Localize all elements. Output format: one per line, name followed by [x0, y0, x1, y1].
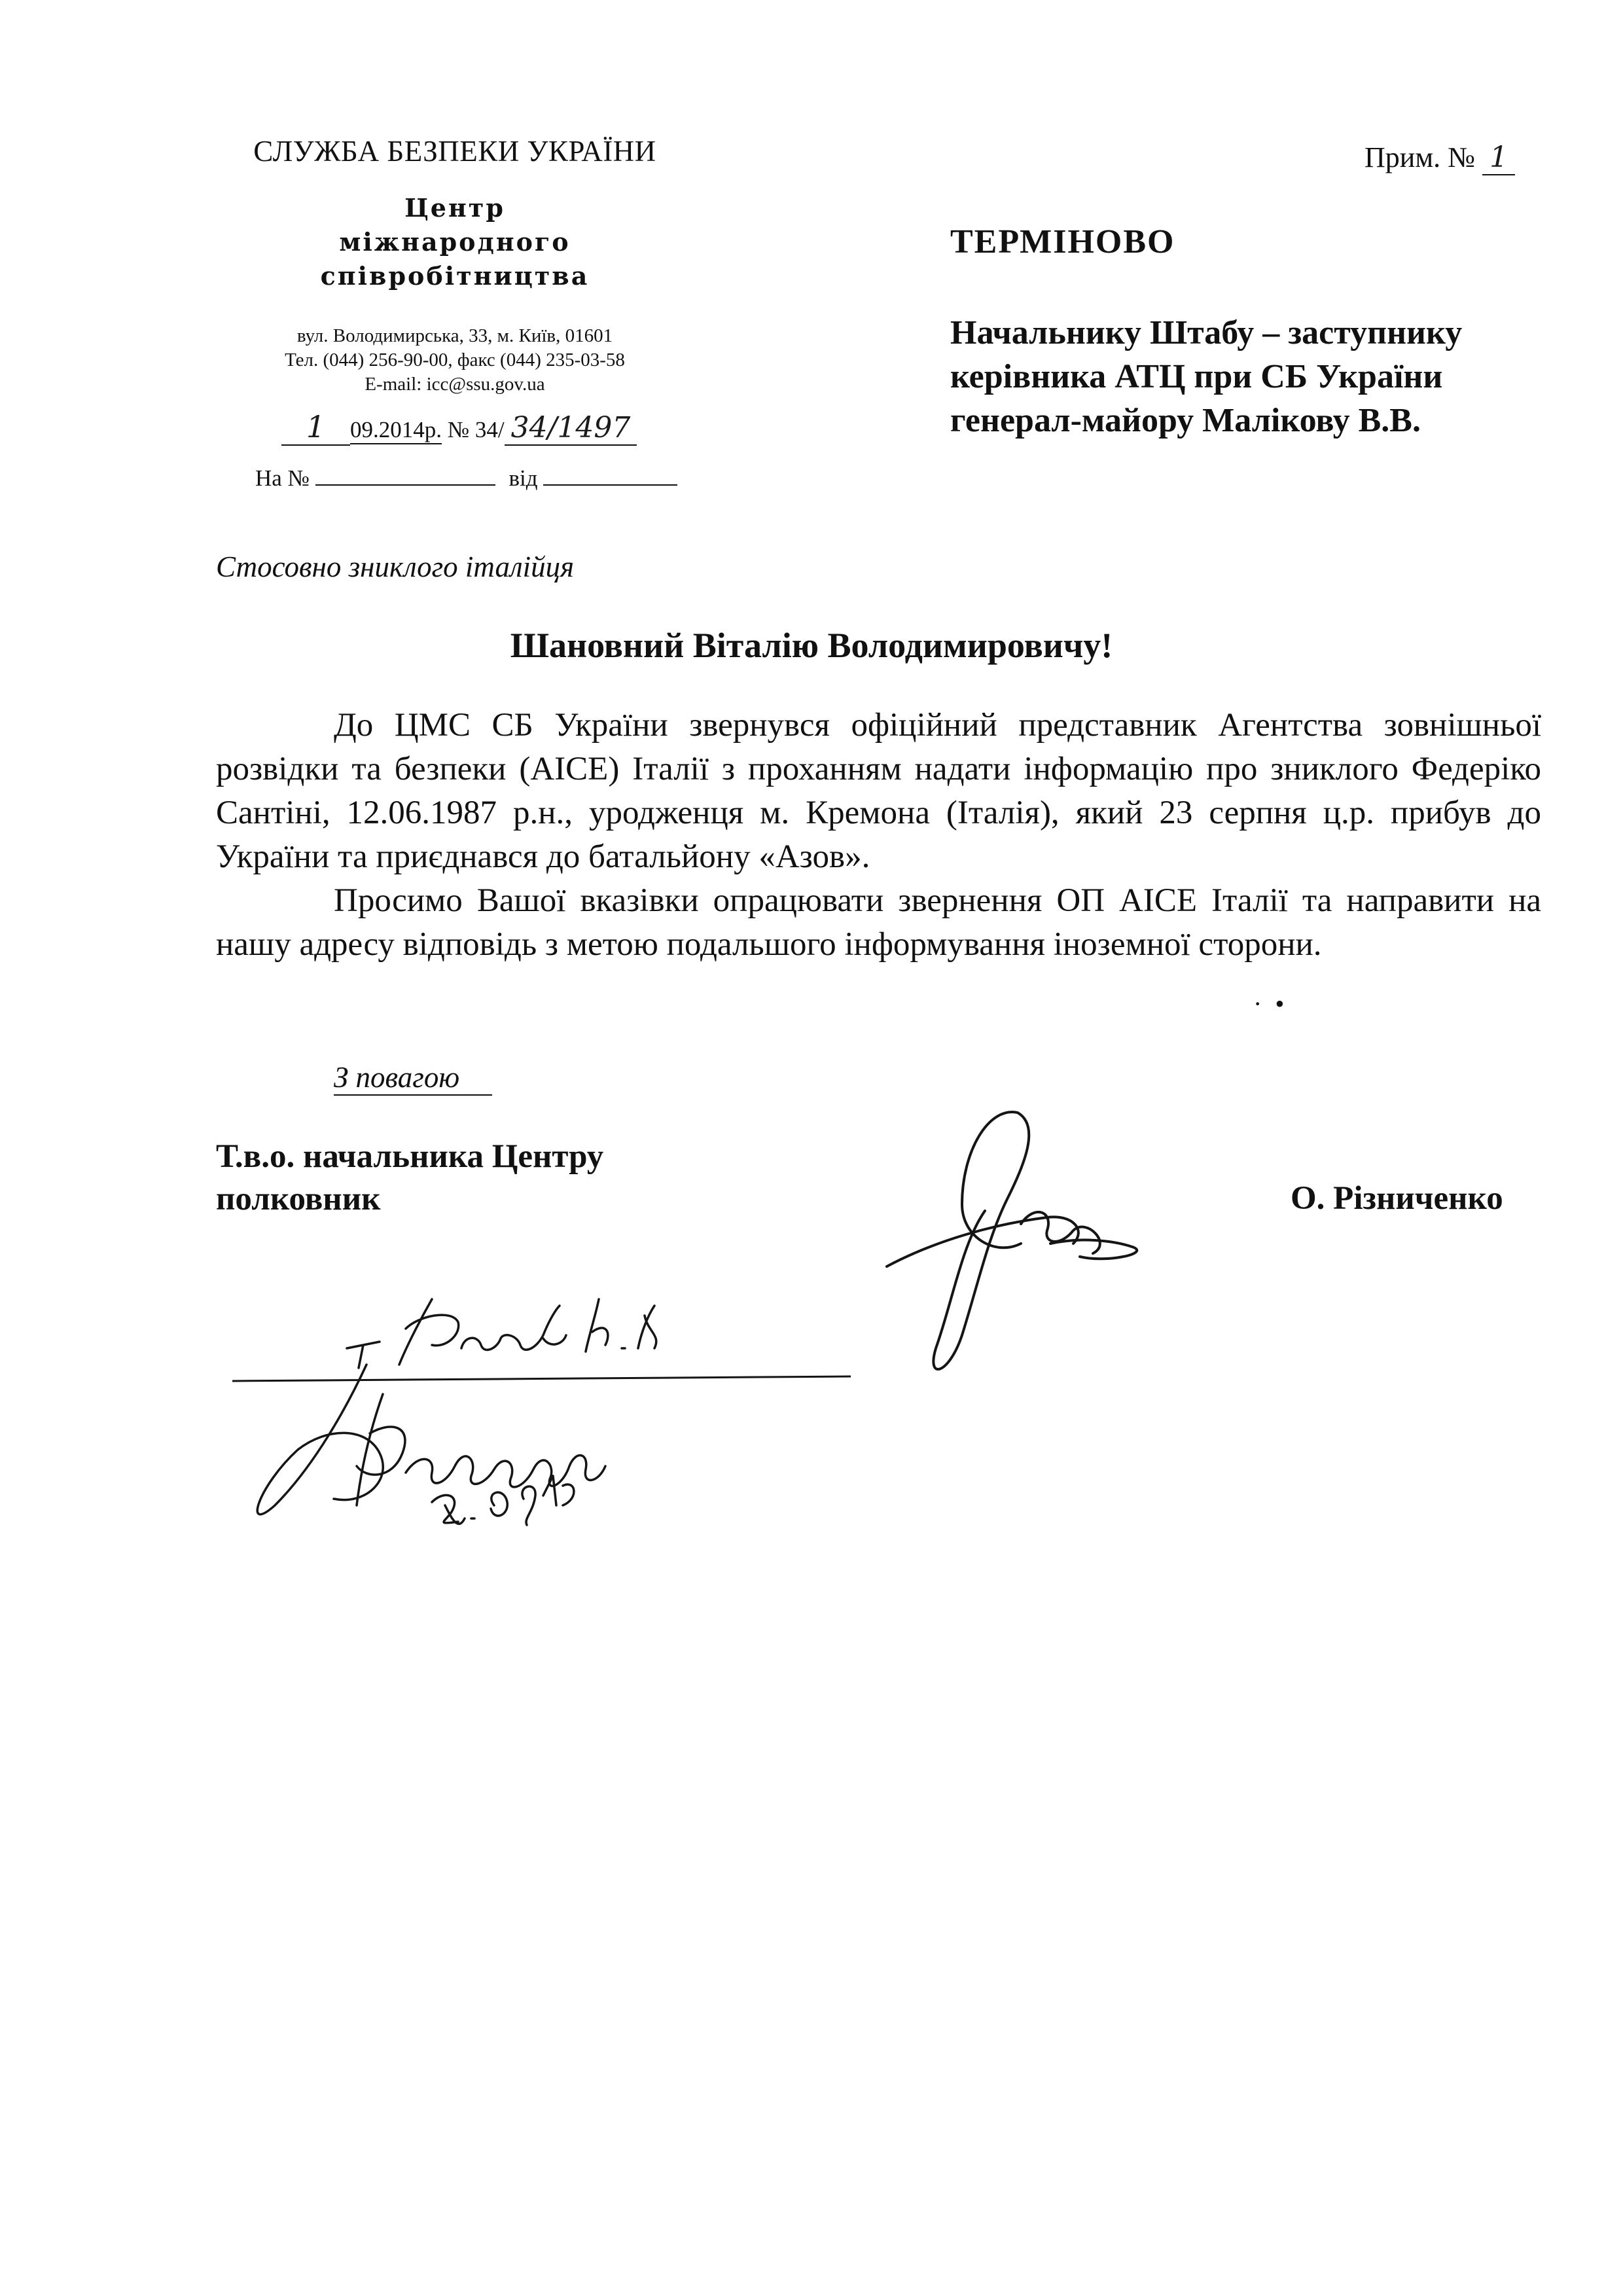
center-title-line: співробітництва — [320, 261, 590, 291]
recipient-line: керівника АТЦ при СБ України — [950, 358, 1443, 395]
approval-note — [257, 1365, 605, 1524]
body-paragraph: Просимо Вашої вказівки опрацювати звернення ОП AICE Італії та направити на нашу адресу відповідь з метою подальшого інформування іноземної сторони. — [216, 882, 1541, 963]
center-title-line: Центр — [404, 193, 505, 223]
closing-text: З повагою — [334, 1060, 492, 1096]
signatory-name: О. Різниченко — [1291, 1180, 1503, 1217]
copy-mark-value: 1 — [1482, 141, 1515, 175]
outgoing-number-prefix: № 34/ — [447, 417, 505, 442]
greeting: Шановний Віталію Володимировичу! — [510, 626, 1113, 665]
outgoing-date: 09.2014р. — [350, 417, 442, 444]
reference-date-label: від — [508, 465, 538, 491]
outgoing-day-handwritten: 1 — [306, 409, 326, 444]
recipient-line: генерал-майору Малікову В.В. — [950, 402, 1421, 439]
reference-number-label: На № — [255, 465, 310, 491]
signatory-position-line: Т.в.о. начальника Центру — [216, 1138, 604, 1175]
stray-marks: · • — [1253, 989, 1285, 1018]
body-paragraph: До ЦМС СБ України звернувся офіційний представник Агентства зовнішньої розвідки та безпеки (AICE) Італії з проханням надати інформацію про зниклого Федеріко Сантіні, 12.06.1987 р.н., уродженця м. Кремона (Італія), який 23 серпня ц.р. прибув до України та приєднався до батальйону «Азов». — [216, 707, 1541, 875]
signatory-position-line: полковник — [216, 1181, 381, 1217]
signature — [887, 1112, 1137, 1369]
email-line: E-mail: icc@ssu.gov.ua — [365, 374, 545, 395]
address-line: Тел. (044) 256-90-00, факс (044) 235-03-58 — [285, 350, 625, 370]
address-line: вул. Володимирська, 33, м. Київ, 01601 — [296, 325, 613, 346]
approval-date-note — [432, 1476, 574, 1525]
outgoing-number-handwritten: 34/1497 — [510, 411, 631, 444]
recipient-line: Начальнику Штабу – заступнику — [950, 314, 1463, 351]
center-title-line: міжнародного — [339, 227, 571, 257]
note-divider-line — [232, 1376, 851, 1381]
agency-name: СЛУЖБА БЕЗПЕКИ УКРАЇНИ — [253, 135, 656, 168]
urgent-mark: ТЕРМІНОВО — [950, 223, 1175, 260]
copy-mark-label: Прим. № — [1364, 141, 1476, 173]
subject-line: Стосовно зниклого італійця — [216, 550, 575, 583]
executor-note — [347, 1299, 656, 1368]
